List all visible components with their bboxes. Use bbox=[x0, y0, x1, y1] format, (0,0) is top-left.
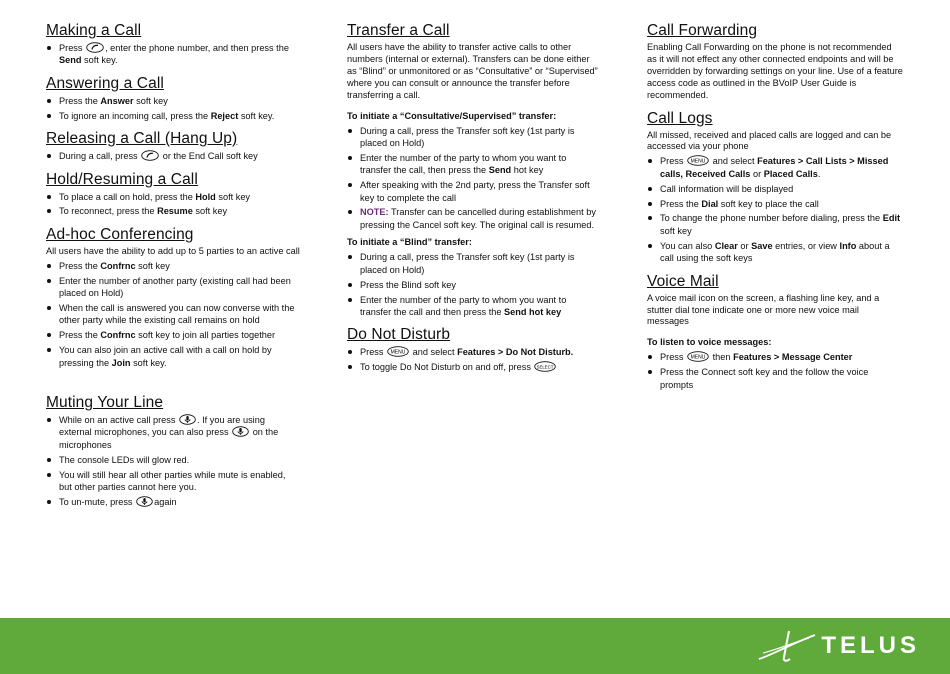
svg-text:MENU: MENU bbox=[690, 354, 706, 361]
mute-key-icon bbox=[232, 426, 249, 437]
mute-key-icon bbox=[179, 414, 196, 425]
list-item: Press , enter the phone number, and then press the Send soft key. bbox=[46, 42, 300, 67]
blind-heading: To initiate a “Blind” transfer: bbox=[347, 237, 472, 248]
transfer-title: Transfer a Call bbox=[347, 22, 450, 39]
adhoc-title: Ad-hoc Conferencing bbox=[46, 225, 194, 243]
list-item: Press MENU then Features > Message Center bbox=[647, 351, 903, 363]
svg-text:SELECT: SELECT bbox=[537, 364, 554, 370]
voicemail-list bbox=[647, 351, 903, 391]
telus-swoosh-icon bbox=[757, 629, 817, 663]
list-item: To un-mute, press again bbox=[46, 496, 300, 508]
forwarding-title: Call Forwarding bbox=[647, 22, 758, 39]
voicemail-title: Voice Mail bbox=[647, 272, 719, 290]
list-item: Enter the number of another party (existing call had been placed on Hold) bbox=[46, 275, 300, 300]
releasing-list bbox=[46, 150, 300, 162]
logs-title: Call Logs bbox=[647, 109, 713, 127]
voicemail-intro: A voice mail icon on the screen, a flashing line key, and a stutter dial tone indicate one or more new voice mail messages bbox=[647, 292, 880, 327]
making-list bbox=[46, 42, 300, 67]
telus-logo bbox=[757, 628, 920, 664]
muting-list bbox=[46, 414, 300, 508]
list-item: To ignore an incoming call, press the Reject soft key. bbox=[46, 110, 300, 122]
consult-list bbox=[347, 125, 599, 232]
list-item: Press the Confrnc soft key to join all parties together bbox=[46, 329, 300, 341]
svg-text:MENU: MENU bbox=[690, 158, 706, 165]
list-item: While on an active call press . If you are using external microphones, you can also press on the microphones bbox=[46, 414, 300, 451]
menu-key-icon bbox=[687, 155, 709, 166]
making-title: Making a Call bbox=[46, 22, 142, 39]
dnd-title: Do Not Disturb bbox=[347, 326, 451, 344]
forwarding-intro: Enabling Call Forwarding on the phone is not recommended as it will not effect any other connected endpoints and will be overridden by forwarding settings on your line. Use of a feature access code as outlined in the BVoIP User Guide is recommended. bbox=[647, 42, 903, 100]
logs-intro: All missed, received and placed calls are logged and can be accessed via your phone bbox=[647, 129, 892, 152]
list-item: During a call, press the Transfer soft key (1st party is placed on Hold) bbox=[347, 251, 599, 276]
consult-heading: To initiate a “Consultative/Supervised” transfer: bbox=[347, 110, 557, 121]
dnd-list bbox=[347, 346, 599, 373]
list-item: You can also join an active call with a call on hold by pressing the Join soft key. bbox=[46, 344, 300, 369]
answering-title: Answering a Call bbox=[46, 74, 164, 92]
list-item: During a call, press or the End Call soft key bbox=[46, 150, 300, 162]
list-item: To reconnect, press the Resume soft key bbox=[46, 205, 300, 217]
hold-title: Hold/Resuming a Call bbox=[46, 170, 198, 188]
menu-key-icon bbox=[687, 351, 709, 362]
list-item: Press the Dial soft key to place the call bbox=[647, 198, 903, 210]
select-key-icon bbox=[534, 361, 556, 372]
answering-list bbox=[46, 95, 300, 122]
list-item: Call information will be displayed bbox=[647, 183, 903, 195]
list-item: Press the Confrnc soft key bbox=[46, 260, 300, 272]
list-item: After speaking with the 2nd party, press the Transfer soft key to complete the call bbox=[347, 179, 599, 204]
column-middle bbox=[347, 22, 599, 376]
adhoc-intro: All users have the ability to add up to 5 parties to an active call bbox=[46, 245, 300, 256]
column-right bbox=[647, 22, 903, 394]
phone-key-icon bbox=[86, 42, 104, 53]
svg-text:MENU: MENU bbox=[390, 349, 406, 356]
brand-name: TELUS bbox=[821, 632, 920, 659]
list-item: During a call, press the Transfer soft key (1st party is placed on Hold) bbox=[347, 125, 599, 150]
list-item: You can also Clear or Save entries, or view Info about a call using the soft keys bbox=[647, 240, 903, 265]
hold-list bbox=[46, 191, 300, 218]
list-item: The console LEDs will glow red. bbox=[46, 454, 300, 466]
list-item: Press MENU and select Features > Call Lists > Missed calls, Received Calls or Placed Calls. bbox=[647, 155, 903, 180]
list-item: NOTE: Transfer can be cancelled during establishment by pressing the Cancel soft key. The original call is resumed. bbox=[347, 206, 599, 231]
column-left bbox=[46, 22, 300, 511]
blind-list bbox=[347, 251, 599, 318]
list-item: Enter the number of the party to whom you want to transfer the call and then press the Send hot key bbox=[347, 294, 599, 319]
list-item: To toggle Do Not Disturb on and off, press SELECT bbox=[347, 361, 599, 373]
footer-bar bbox=[0, 618, 950, 674]
list-item: Press the Connect soft key and the follow the voice prompts bbox=[647, 366, 903, 391]
list-item: Press MENU and select Features > Do Not Disturb. bbox=[347, 346, 599, 358]
list-item: To place a call on hold, press the Hold soft key bbox=[46, 191, 300, 203]
transfer-intro: All users have the ability to transfer active calls to other numbers (internal or external). Transfers can be done either as “Blind” or unmonitored or as “Consultative” or “Supervised” where you can consult or announce the transfer before transferring a call. bbox=[347, 42, 598, 100]
phone-key-icon bbox=[141, 150, 159, 161]
logs-list bbox=[647, 155, 903, 264]
list-item: Press the Blind soft key bbox=[347, 279, 599, 291]
list-item: Press the Answer soft key bbox=[46, 95, 300, 107]
releasing-title: Releasing a Call (Hang Up) bbox=[46, 130, 238, 148]
list-item: Enter the number of the party to whom you want to transfer the call, then press the Send hot key bbox=[347, 152, 599, 177]
listen-heading: To listen to voice messages: bbox=[647, 337, 772, 348]
list-item: You will still hear all other parties while mute is enabled, but other parties cannot here you. bbox=[46, 469, 300, 494]
list-item: When the call is answered you can now converse with the other party while the existing call remains on hold bbox=[46, 302, 300, 327]
list-item: To change the phone number before dialing, press the Edit soft key bbox=[647, 212, 903, 237]
muting-title: Muting Your Line bbox=[46, 394, 164, 411]
mute-key-icon bbox=[136, 496, 153, 507]
menu-key-icon bbox=[387, 346, 409, 357]
adhoc-list bbox=[46, 260, 300, 369]
